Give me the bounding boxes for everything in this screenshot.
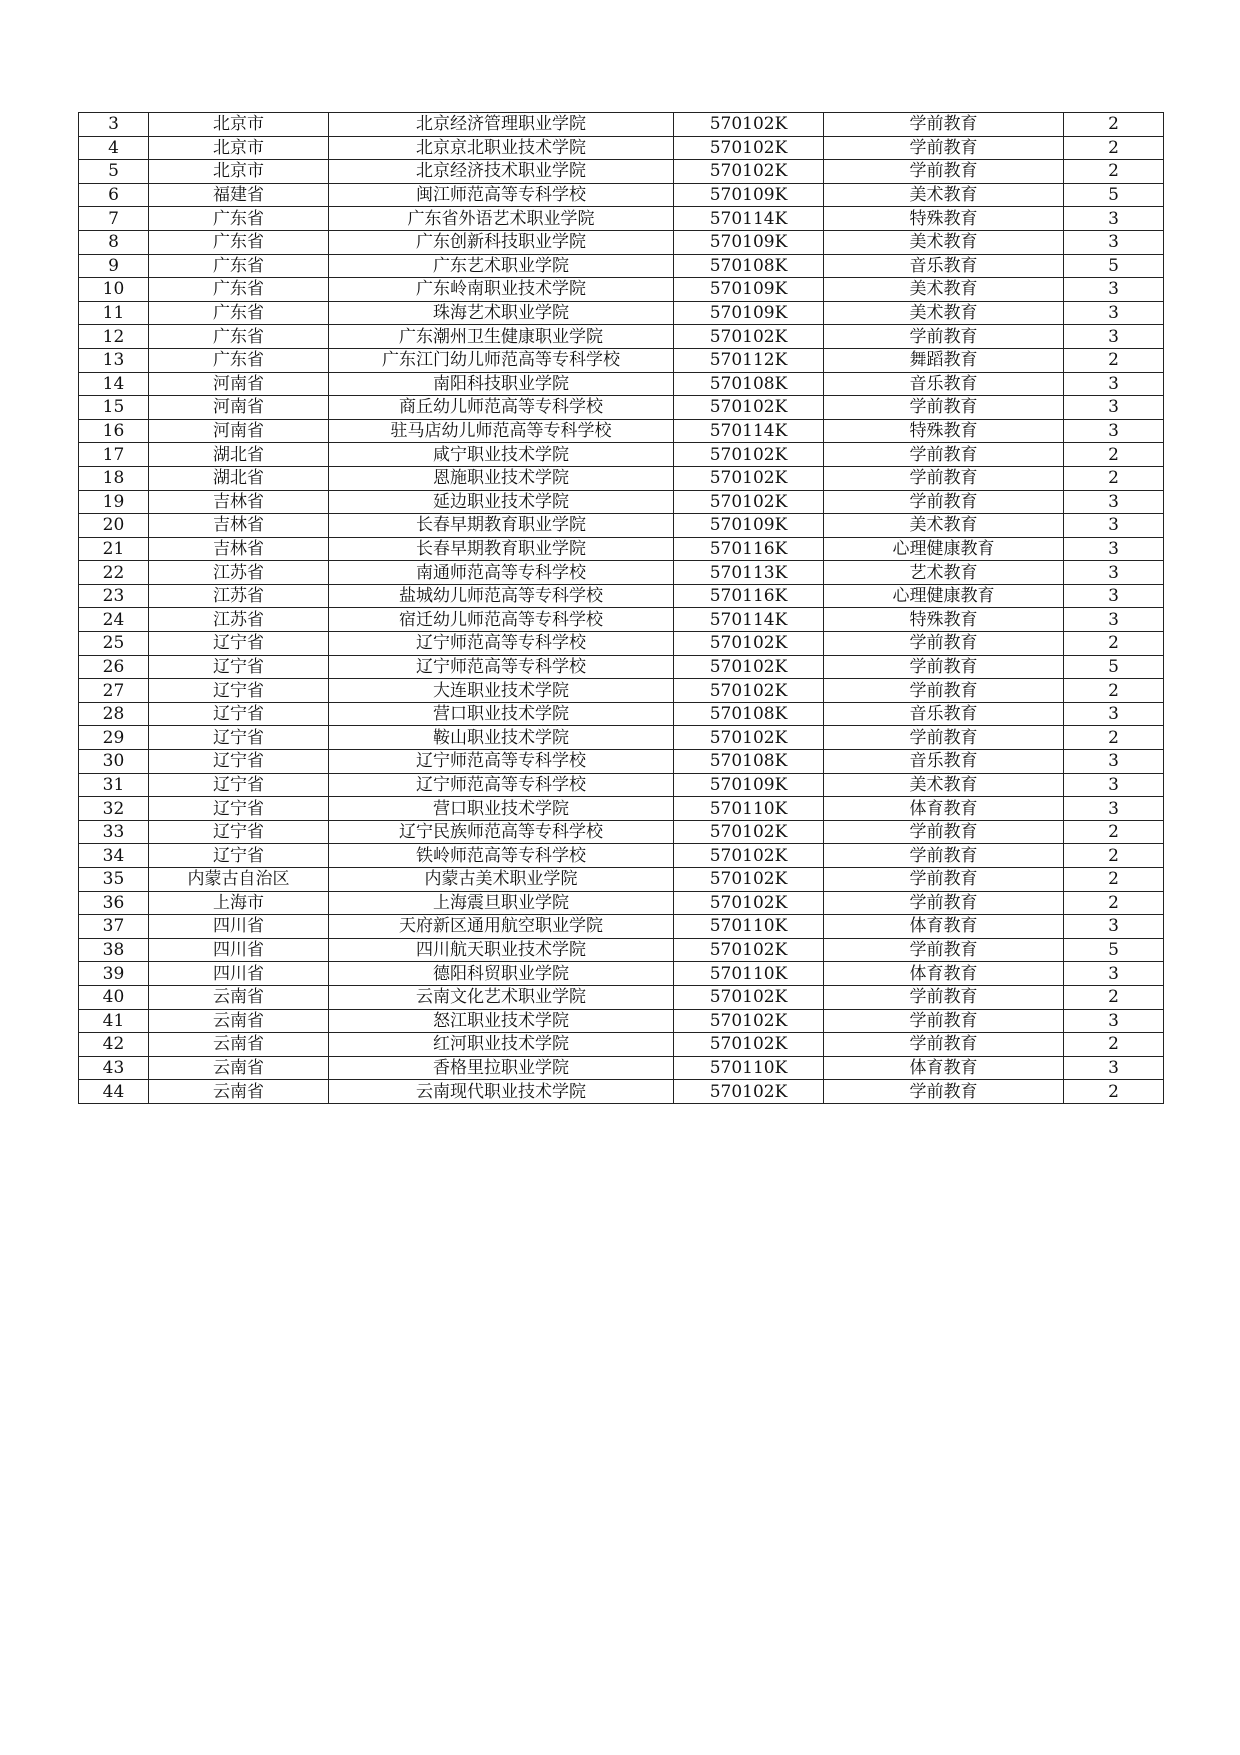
major-name-cell: 心理健康教育	[824, 584, 1064, 608]
row-number-cell: 33	[79, 820, 149, 844]
table-row	[79, 1033, 1164, 1057]
institution-name-cell: 闽江师范高等专科学校	[329, 183, 674, 207]
count-cell: 2	[1064, 891, 1164, 915]
table-row	[79, 183, 1164, 207]
table-row	[79, 632, 1164, 656]
major-code-cell: 570102K	[674, 490, 824, 514]
row-number-cell: 4	[79, 136, 149, 160]
count-cell: 2	[1064, 820, 1164, 844]
major-name-cell: 体育教育	[824, 1056, 1064, 1080]
major-code-cell: 570102K	[674, 443, 824, 467]
institution-name-cell: 恩施职业技术学院	[329, 466, 674, 490]
count-cell: 2	[1064, 113, 1164, 137]
row-number-cell: 18	[79, 466, 149, 490]
major-name-cell: 艺术教育	[824, 561, 1064, 585]
institution-name-cell: 怒江职业技术学院	[329, 1009, 674, 1033]
institution-name-cell: 铁岭师范高等专科学校	[329, 844, 674, 868]
row-number-cell: 41	[79, 1009, 149, 1033]
table-row	[79, 608, 1164, 632]
row-number-cell: 10	[79, 278, 149, 302]
province-cell: 江苏省	[149, 561, 329, 585]
row-number-cell: 3	[79, 113, 149, 137]
row-number-cell: 30	[79, 750, 149, 774]
institution-name-cell: 长春早期教育职业学院	[329, 537, 674, 561]
count-cell: 2	[1064, 632, 1164, 656]
table-row	[79, 160, 1164, 184]
major-code-cell: 570102K	[674, 632, 824, 656]
major-code-cell: 570102K	[674, 1033, 824, 1057]
row-number-cell: 9	[79, 254, 149, 278]
institution-name-cell: 广东创新科技职业学院	[329, 230, 674, 254]
province-cell: 辽宁省	[149, 844, 329, 868]
table-row	[79, 348, 1164, 372]
count-cell: 3	[1064, 419, 1164, 443]
province-cell: 辽宁省	[149, 702, 329, 726]
institution-name-cell: 广东省外语艺术职业学院	[329, 207, 674, 231]
table-row	[79, 136, 1164, 160]
row-number-cell: 16	[79, 419, 149, 443]
table-row	[79, 915, 1164, 939]
institution-name-cell: 北京经济管理职业学院	[329, 113, 674, 137]
table-row	[79, 938, 1164, 962]
province-cell: 北京市	[149, 136, 329, 160]
major-code-cell: 570114K	[674, 419, 824, 443]
count-cell: 3	[1064, 915, 1164, 939]
institution-name-cell: 香格里拉职业学院	[329, 1056, 674, 1080]
institution-name-cell: 云南现代职业技术学院	[329, 1080, 674, 1104]
province-cell: 广东省	[149, 325, 329, 349]
major-code-cell: 570109K	[674, 183, 824, 207]
institution-name-cell: 辽宁师范高等专科学校	[329, 632, 674, 656]
major-name-cell: 学前教育	[824, 632, 1064, 656]
institution-name-cell: 营口职业技术学院	[329, 702, 674, 726]
institution-table	[78, 112, 1164, 1104]
count-cell: 3	[1064, 773, 1164, 797]
row-number-cell: 29	[79, 726, 149, 750]
row-number-cell: 20	[79, 514, 149, 538]
province-cell: 广东省	[149, 230, 329, 254]
table-row	[79, 490, 1164, 514]
institution-name-cell: 云南文化艺术职业学院	[329, 985, 674, 1009]
institution-name-cell: 盐城幼儿师范高等专科学校	[329, 584, 674, 608]
province-cell: 上海市	[149, 891, 329, 915]
count-cell: 3	[1064, 584, 1164, 608]
row-number-cell: 26	[79, 655, 149, 679]
count-cell: 5	[1064, 655, 1164, 679]
major-code-cell: 570109K	[674, 301, 824, 325]
province-cell: 四川省	[149, 938, 329, 962]
major-name-cell: 学前教育	[824, 396, 1064, 420]
major-name-cell: 学前教育	[824, 655, 1064, 679]
major-name-cell: 特殊教育	[824, 608, 1064, 632]
institution-name-cell: 北京经济技术职业学院	[329, 160, 674, 184]
table-row	[79, 584, 1164, 608]
major-code-cell: 570114K	[674, 207, 824, 231]
major-code-cell: 570108K	[674, 372, 824, 396]
major-name-cell: 学前教育	[824, 113, 1064, 137]
major-code-cell: 570102K	[674, 655, 824, 679]
count-cell: 3	[1064, 797, 1164, 821]
major-code-cell: 570108K	[674, 254, 824, 278]
institution-name-cell: 辽宁师范高等专科学校	[329, 655, 674, 679]
table-row	[79, 278, 1164, 302]
row-number-cell: 11	[79, 301, 149, 325]
major-name-cell: 学前教育	[824, 490, 1064, 514]
province-cell: 北京市	[149, 160, 329, 184]
province-cell: 辽宁省	[149, 726, 329, 750]
table-row	[79, 868, 1164, 892]
institution-name-cell: 广东艺术职业学院	[329, 254, 674, 278]
province-cell: 湖北省	[149, 443, 329, 467]
institution-name-cell: 宿迁幼儿师范高等专科学校	[329, 608, 674, 632]
major-code-cell: 570102K	[674, 726, 824, 750]
province-cell: 广东省	[149, 254, 329, 278]
major-code-cell: 570110K	[674, 1056, 824, 1080]
major-code-cell: 570110K	[674, 797, 824, 821]
table-row	[79, 655, 1164, 679]
count-cell: 3	[1064, 537, 1164, 561]
major-name-cell: 音乐教育	[824, 372, 1064, 396]
major-name-cell: 学前教育	[824, 820, 1064, 844]
row-number-cell: 23	[79, 584, 149, 608]
major-code-cell: 570102K	[674, 679, 824, 703]
major-name-cell: 特殊教育	[824, 419, 1064, 443]
major-code-cell: 570108K	[674, 750, 824, 774]
count-cell: 3	[1064, 750, 1164, 774]
major-code-cell: 570102K	[674, 1009, 824, 1033]
count-cell: 2	[1064, 868, 1164, 892]
institution-name-cell: 鞍山职业技术学院	[329, 726, 674, 750]
institution-name-cell: 天府新区通用航空职业学院	[329, 915, 674, 939]
major-name-cell: 学前教育	[824, 1009, 1064, 1033]
province-cell: 辽宁省	[149, 820, 329, 844]
institution-name-cell: 延边职业技术学院	[329, 490, 674, 514]
table-row	[79, 891, 1164, 915]
row-number-cell: 43	[79, 1056, 149, 1080]
province-cell: 广东省	[149, 207, 329, 231]
row-number-cell: 38	[79, 938, 149, 962]
major-name-cell: 特殊教育	[824, 207, 1064, 231]
count-cell: 3	[1064, 514, 1164, 538]
table-row	[79, 301, 1164, 325]
province-cell: 辽宁省	[149, 655, 329, 679]
count-cell: 3	[1064, 207, 1164, 231]
count-cell: 2	[1064, 1033, 1164, 1057]
row-number-cell: 32	[79, 797, 149, 821]
province-cell: 吉林省	[149, 537, 329, 561]
major-name-cell: 学前教育	[824, 844, 1064, 868]
institution-name-cell: 长春早期教育职业学院	[329, 514, 674, 538]
major-code-cell: 570102K	[674, 160, 824, 184]
major-name-cell: 舞蹈教育	[824, 348, 1064, 372]
major-name-cell: 学前教育	[824, 938, 1064, 962]
major-name-cell: 美术教育	[824, 301, 1064, 325]
institution-name-cell: 四川航天职业技术学院	[329, 938, 674, 962]
province-cell: 云南省	[149, 985, 329, 1009]
table-row	[79, 419, 1164, 443]
province-cell: 辽宁省	[149, 679, 329, 703]
count-cell: 3	[1064, 1056, 1164, 1080]
major-name-cell: 学前教育	[824, 985, 1064, 1009]
province-cell: 辽宁省	[149, 750, 329, 774]
row-number-cell: 37	[79, 915, 149, 939]
table-row	[79, 325, 1164, 349]
row-number-cell: 31	[79, 773, 149, 797]
major-code-cell: 570102K	[674, 868, 824, 892]
major-code-cell: 570109K	[674, 514, 824, 538]
province-cell: 广东省	[149, 301, 329, 325]
major-name-cell: 学前教育	[824, 466, 1064, 490]
table-row	[79, 466, 1164, 490]
province-cell: 辽宁省	[149, 632, 329, 656]
row-number-cell: 15	[79, 396, 149, 420]
province-cell: 吉林省	[149, 514, 329, 538]
row-number-cell: 17	[79, 443, 149, 467]
count-cell: 3	[1064, 396, 1164, 420]
row-number-cell: 25	[79, 632, 149, 656]
count-cell: 3	[1064, 490, 1164, 514]
table-row	[79, 985, 1164, 1009]
row-number-cell: 12	[79, 325, 149, 349]
major-name-cell: 音乐教育	[824, 750, 1064, 774]
major-code-cell: 570102K	[674, 891, 824, 915]
institution-name-cell: 辽宁师范高等专科学校	[329, 773, 674, 797]
institution-name-cell: 驻马店幼儿师范高等专科学校	[329, 419, 674, 443]
institution-name-cell: 南通师范高等专科学校	[329, 561, 674, 585]
institution-name-cell: 珠海艺术职业学院	[329, 301, 674, 325]
table-row	[79, 207, 1164, 231]
institution-name-cell: 广东潮州卫生健康职业学院	[329, 325, 674, 349]
table-row	[79, 1080, 1164, 1104]
major-name-cell: 美术教育	[824, 773, 1064, 797]
major-name-cell: 美术教育	[824, 514, 1064, 538]
institution-name-cell: 广东岭南职业技术学院	[329, 278, 674, 302]
count-cell: 2	[1064, 985, 1164, 1009]
province-cell: 云南省	[149, 1009, 329, 1033]
table-row	[79, 726, 1164, 750]
major-name-cell: 美术教育	[824, 183, 1064, 207]
major-code-cell: 570112K	[674, 348, 824, 372]
major-code-cell: 570102K	[674, 820, 824, 844]
row-number-cell: 39	[79, 962, 149, 986]
province-cell: 云南省	[149, 1033, 329, 1057]
institution-name-cell: 内蒙古美术职业学院	[329, 868, 674, 892]
count-cell: 3	[1064, 962, 1164, 986]
row-number-cell: 44	[79, 1080, 149, 1104]
row-number-cell: 21	[79, 537, 149, 561]
table-row	[79, 561, 1164, 585]
province-cell: 北京市	[149, 113, 329, 137]
major-code-cell: 570102K	[674, 985, 824, 1009]
row-number-cell: 24	[79, 608, 149, 632]
count-cell: 3	[1064, 372, 1164, 396]
count-cell: 2	[1064, 136, 1164, 160]
major-name-cell: 学前教育	[824, 891, 1064, 915]
province-cell: 河南省	[149, 396, 329, 420]
table-row	[79, 820, 1164, 844]
table-row	[79, 702, 1164, 726]
row-number-cell: 36	[79, 891, 149, 915]
institution-name-cell: 大连职业技术学院	[329, 679, 674, 703]
row-number-cell: 14	[79, 372, 149, 396]
province-cell: 河南省	[149, 372, 329, 396]
count-cell: 2	[1064, 679, 1164, 703]
count-cell: 3	[1064, 301, 1164, 325]
province-cell: 河南省	[149, 419, 329, 443]
institution-name-cell: 南阳科技职业学院	[329, 372, 674, 396]
major-name-cell: 体育教育	[824, 915, 1064, 939]
institution-name-cell: 红河职业技术学院	[329, 1033, 674, 1057]
major-code-cell: 570109K	[674, 278, 824, 302]
count-cell: 2	[1064, 466, 1164, 490]
institution-name-cell: 营口职业技术学院	[329, 797, 674, 821]
count-cell: 5	[1064, 183, 1164, 207]
province-cell: 辽宁省	[149, 773, 329, 797]
province-cell: 四川省	[149, 915, 329, 939]
province-cell: 江苏省	[149, 584, 329, 608]
table-row	[79, 230, 1164, 254]
province-cell: 云南省	[149, 1056, 329, 1080]
table-row	[79, 443, 1164, 467]
province-cell: 江苏省	[149, 608, 329, 632]
row-number-cell: 28	[79, 702, 149, 726]
major-name-cell: 学前教育	[824, 325, 1064, 349]
major-code-cell: 570110K	[674, 962, 824, 986]
row-number-cell: 35	[79, 868, 149, 892]
major-name-cell: 学前教育	[824, 160, 1064, 184]
count-cell: 5	[1064, 938, 1164, 962]
count-cell: 3	[1064, 1009, 1164, 1033]
table-row	[79, 113, 1164, 137]
count-cell: 2	[1064, 726, 1164, 750]
major-name-cell: 体育教育	[824, 797, 1064, 821]
row-number-cell: 8	[79, 230, 149, 254]
institution-name-cell: 北京京北职业技术学院	[329, 136, 674, 160]
major-name-cell: 美术教育	[824, 278, 1064, 302]
major-code-cell: 570109K	[674, 230, 824, 254]
major-code-cell: 570102K	[674, 844, 824, 868]
row-number-cell: 13	[79, 348, 149, 372]
major-name-cell: 学前教育	[824, 868, 1064, 892]
table-row	[79, 1056, 1164, 1080]
count-cell: 5	[1064, 254, 1164, 278]
table-row	[79, 773, 1164, 797]
major-code-cell: 570116K	[674, 537, 824, 561]
major-name-cell: 音乐教育	[824, 702, 1064, 726]
major-name-cell: 体育教育	[824, 962, 1064, 986]
province-cell: 福建省	[149, 183, 329, 207]
count-cell: 2	[1064, 443, 1164, 467]
count-cell: 2	[1064, 1080, 1164, 1104]
table-row	[79, 372, 1164, 396]
table-row	[79, 797, 1164, 821]
row-number-cell: 7	[79, 207, 149, 231]
major-code-cell: 570102K	[674, 1080, 824, 1104]
row-number-cell: 5	[79, 160, 149, 184]
major-code-cell: 570113K	[674, 561, 824, 585]
table-row	[79, 537, 1164, 561]
major-name-cell: 音乐教育	[824, 254, 1064, 278]
province-cell: 广东省	[149, 278, 329, 302]
province-cell: 湖北省	[149, 466, 329, 490]
row-number-cell: 22	[79, 561, 149, 585]
major-name-cell: 美术教育	[824, 230, 1064, 254]
major-code-cell: 570102K	[674, 113, 824, 137]
major-code-cell: 570109K	[674, 773, 824, 797]
major-code-cell: 570110K	[674, 915, 824, 939]
major-code-cell: 570102K	[674, 938, 824, 962]
major-code-cell: 570102K	[674, 466, 824, 490]
count-cell: 2	[1064, 844, 1164, 868]
institution-name-cell: 德阳科贸职业学院	[329, 962, 674, 986]
major-code-cell: 570114K	[674, 608, 824, 632]
table-body	[79, 113, 1164, 1104]
institution-name-cell: 上海震旦职业学院	[329, 891, 674, 915]
row-number-cell: 42	[79, 1033, 149, 1057]
count-cell: 3	[1064, 325, 1164, 349]
major-name-cell: 学前教育	[824, 1080, 1064, 1104]
major-code-cell: 570102K	[674, 396, 824, 420]
row-number-cell: 27	[79, 679, 149, 703]
row-number-cell: 19	[79, 490, 149, 514]
major-name-cell: 学前教育	[824, 443, 1064, 467]
count-cell: 3	[1064, 561, 1164, 585]
count-cell: 3	[1064, 230, 1164, 254]
province-cell: 广东省	[149, 348, 329, 372]
major-code-cell: 570108K	[674, 702, 824, 726]
major-code-cell: 570102K	[674, 136, 824, 160]
table-row	[79, 396, 1164, 420]
province-cell: 四川省	[149, 962, 329, 986]
major-name-cell: 学前教育	[824, 1033, 1064, 1057]
institution-name-cell: 广东江门幼儿师范高等专科学校	[329, 348, 674, 372]
province-cell: 辽宁省	[149, 797, 329, 821]
table-row	[79, 750, 1164, 774]
count-cell: 3	[1064, 278, 1164, 302]
table-row	[79, 679, 1164, 703]
institution-name-cell: 商丘幼儿师范高等专科学校	[329, 396, 674, 420]
table-row	[79, 254, 1164, 278]
major-name-cell: 学前教育	[824, 726, 1064, 750]
count-cell: 2	[1064, 348, 1164, 372]
row-number-cell: 40	[79, 985, 149, 1009]
institution-name-cell: 咸宁职业技术学院	[329, 443, 674, 467]
major-name-cell: 学前教育	[824, 136, 1064, 160]
province-cell: 吉林省	[149, 490, 329, 514]
count-cell: 3	[1064, 608, 1164, 632]
province-cell: 内蒙古自治区	[149, 868, 329, 892]
institution-name-cell: 辽宁师范高等专科学校	[329, 750, 674, 774]
table-row	[79, 514, 1164, 538]
major-name-cell: 心理健康教育	[824, 537, 1064, 561]
row-number-cell: 6	[79, 183, 149, 207]
count-cell: 3	[1064, 702, 1164, 726]
table-row	[79, 1009, 1164, 1033]
count-cell: 2	[1064, 160, 1164, 184]
major-name-cell: 学前教育	[824, 679, 1064, 703]
major-code-cell: 570102K	[674, 325, 824, 349]
institution-name-cell: 辽宁民族师范高等专科学校	[329, 820, 674, 844]
row-number-cell: 34	[79, 844, 149, 868]
table-row	[79, 844, 1164, 868]
province-cell: 云南省	[149, 1080, 329, 1104]
major-code-cell: 570116K	[674, 584, 824, 608]
table-row	[79, 962, 1164, 986]
